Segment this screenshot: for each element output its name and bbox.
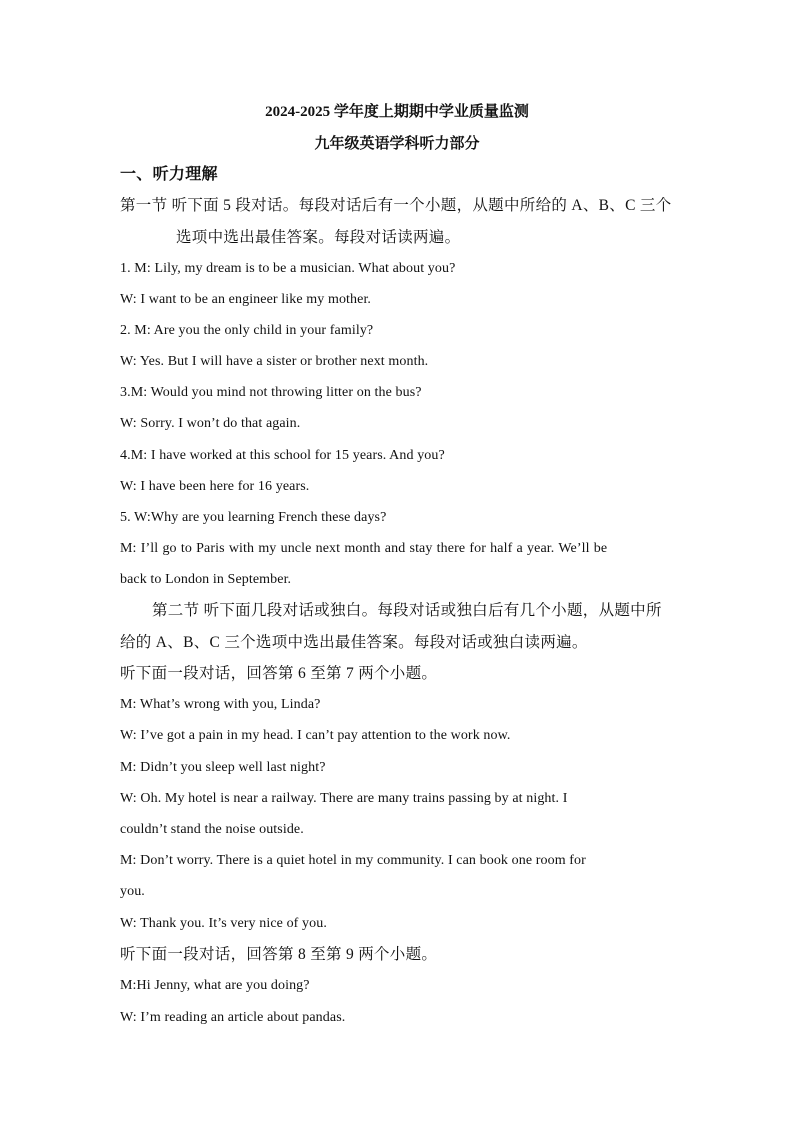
document-subtitle: 九年级英语学科听力部分 [314,136,480,152]
section2-instruction-line2: 给的 A、B、C 三个选项中选出最佳答案。每段对话或独白读两遍。 [120,634,588,651]
dialogue-line: 3.M: Would you mind not throwing litter on the bus? [120,385,422,400]
document-title: 2024-2025 学年度上期期中学业质量监测 [265,104,529,120]
dialogue-line: back to London in September. [120,572,292,587]
dialogue-line: W: Sorry. I won’t do that again. [120,416,301,431]
dialogue-line: W: Oh. My hotel is near a railway. There are many trains passing by at night. I [120,791,568,806]
dialogue-line: W: I’m reading an article about pandas. [120,1010,346,1025]
instruction-8-9: 听下面一段对话，回答第 8 至第 9 两个小题。 [120,946,438,963]
dialogue-line: W: I want to be an engineer like my mother. [120,292,372,307]
dialogue-line: M: Didn’t you sleep well last night? [120,760,326,775]
dialogue-line: M:Hi Jenny, what are you doing? [120,978,310,993]
section1-instruction-line2: 选项中选出最佳答案。每段对话读两遍。 [176,229,461,246]
dialogue-line: W: Yes. But I will have a sister or brother next month. [120,354,429,369]
section2-instruction-line1: 第二节 听下面几段对话或独白。每段对话或独白后有几个小题，从题中所 [152,602,662,619]
dialogue-line: 4.M: I have worked at this school for 15 years. And you? [120,448,445,463]
dialogue-line: 5. W:Why are you learning French these days? [120,510,387,525]
dialogue-line: M: I’ll go to Paris with my uncle next month and stay there for half a year. We’ll be [120,541,608,556]
section1-instruction-line1: 第一节 听下面 5 段对话。每段对话后有一个小题，从题中所给的 A、B、C 三个 [120,197,672,214]
dialogue-line: M: What’s wrong with you, Linda? [120,697,321,712]
dialogue-line: W: I’ve got a pain in my head. I can’t pay attention to the work now. [120,728,511,743]
dialogue-line: W: I have been here for 16 years. [120,479,310,494]
dialogue-line: 1. M: Lily, my dream is to be a musician. What about you? [120,261,456,276]
dialogue-line: W: Thank you. It’s very nice of you. [120,916,327,931]
instruction-6-7: 听下面一段对话，回答第 6 至第 7 两个小题。 [120,665,438,682]
part-heading: 一、听力理解 [120,166,218,183]
dialogue-line: you. [120,884,145,899]
dialogue-line: M: Don’t worry. There is a quiet hotel in my community. I can book one room for [120,853,586,868]
dialogue-line: 2. M: Are you the only child in your family? [120,323,374,338]
dialogue-line: couldn’t stand the noise outside. [120,822,304,837]
